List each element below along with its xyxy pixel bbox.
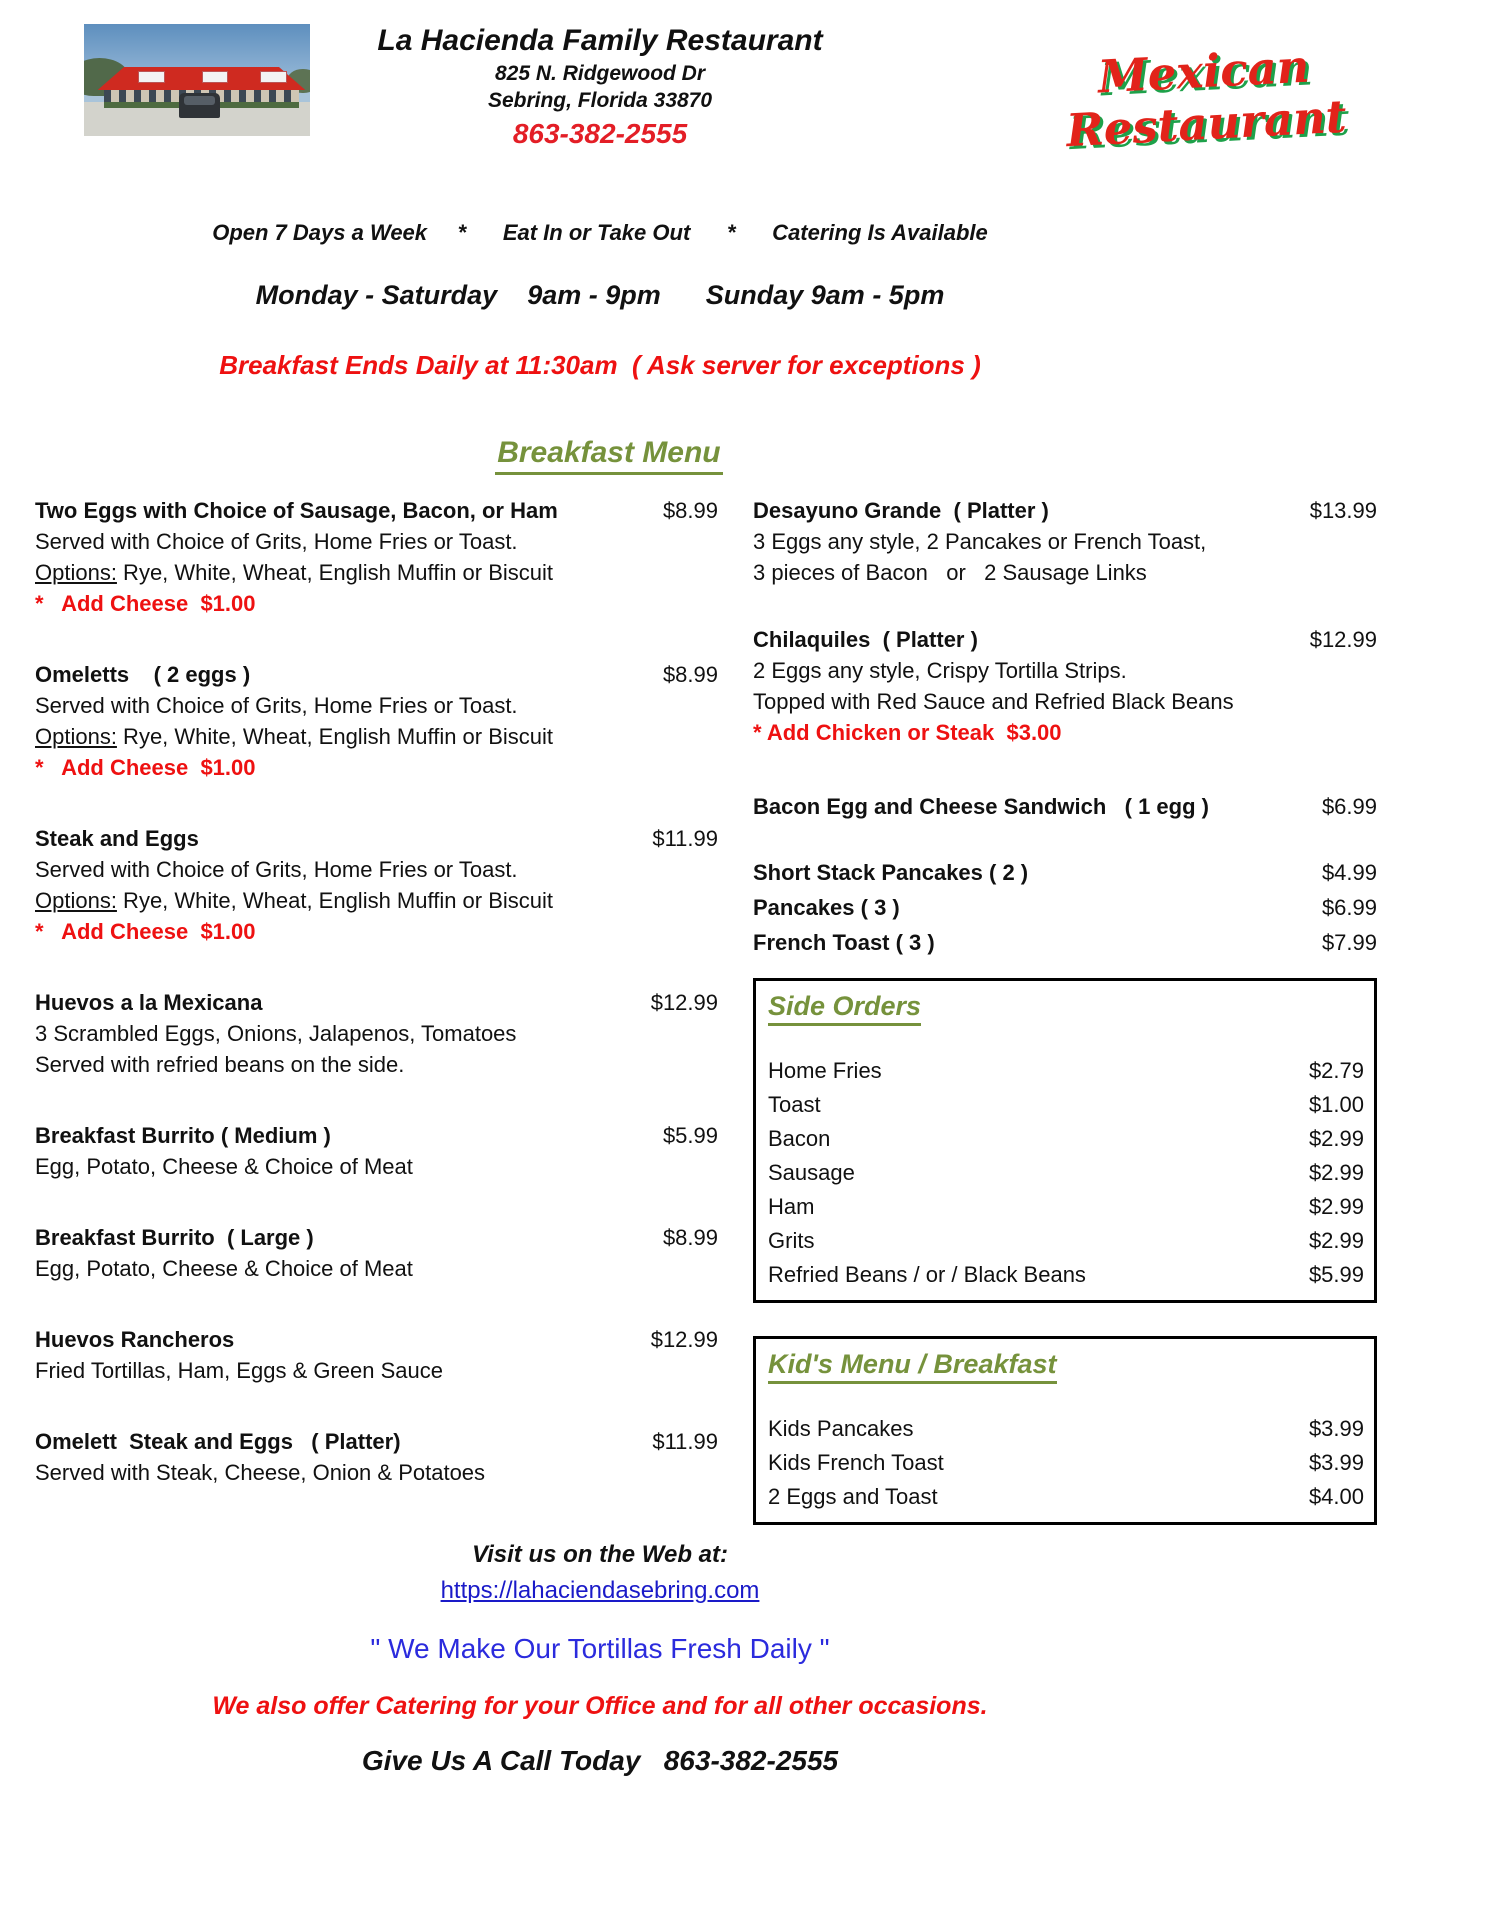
box-item-name: Kids French Toast [768,1450,944,1475]
menu-item-desc: Served with Choice of Grits, Home Fries or Toast. [35,693,518,718]
menu-item-head [753,927,1377,958]
box-item-name: Home Fries [768,1058,882,1083]
box-heading: Kid's Menu / Breakfast [768,1349,1057,1384]
menu-item-desc: Egg, Potato, Cheese & Choice of Meat [35,1154,413,1179]
photo-roof-sign [202,71,229,83]
menu-item-name: Short Stack Pancakes ( 2 ) [753,860,1029,885]
menu-item-name: Huevos Rancheros [35,1327,235,1352]
website-link-row [0,1576,1200,1606]
box-row [768,1412,1364,1446]
menu-item-note: * Add Cheese $1.00 [35,591,256,616]
menu-item-desc: Fried Tortillas, Ham, Eggs & Green Sauce [35,1358,443,1383]
menu-item-head [35,659,718,690]
catering-line: We also offer Catering for your Office and for all other occasions. [212,1692,988,1720]
box-item-name: Kids Pancakes [768,1416,914,1441]
menu-item [35,987,718,1080]
menu-item [753,791,1377,822]
box-row [768,1480,1364,1514]
menu-item-price: $12.99 [650,990,718,1015]
menu-item-options [35,721,718,752]
box-heading: Side Orders [768,991,921,1026]
menu-item-head [753,624,1377,655]
menu-item-head [35,495,718,526]
menu-item-price: $4.99 [1321,860,1377,885]
menu-item-head [753,892,1377,923]
kids-menu-box [753,1336,1377,1525]
menu-right-items [753,495,1377,958]
footer [0,1540,1200,1778]
menu-item-name: Two Eggs with Choice of Sausage, Bacon, or Ham [35,498,558,523]
box-item-price: $2.99 [1308,1160,1364,1185]
breakfast-ends-notice: Breakfast Ends Daily at 11:30am ( Ask server for exceptions ) [219,350,981,380]
options-label: Options: [35,724,117,749]
box-row [768,1258,1364,1292]
menu-item-desc: 3 Scrambled Eggs, Onions, Jalapenos, Tomatoes [35,1021,517,1046]
box-row [768,1190,1364,1224]
box-item-price: $1.00 [1308,1092,1364,1117]
box-item-price: $3.99 [1308,1416,1364,1441]
menu-item-note: * Add Cheese $1.00 [35,755,256,780]
menu-item-head [35,1426,718,1457]
menu-item-name: Huevos a la Mexicana [35,990,263,1015]
box-row [768,1122,1364,1156]
options-text: Rye, White, Wheat, English Muffin or Biscuit [116,888,554,913]
menu-item [35,495,718,619]
menu-item [753,857,1377,888]
menu-item-desc: 3 Eggs any style, 2 Pancakes or French Toast, [753,529,1207,554]
box-item-price: $3.99 [1308,1450,1364,1475]
menu-item [753,495,1377,588]
menu-item-desc: Egg, Potato, Cheese & Choice of Meat [35,1256,413,1281]
menu-item [35,823,718,947]
menu-item [35,1324,718,1386]
visit-web-label: Visit us on the Web at: [471,1541,729,1568]
menu-item-note: * Add Cheese $1.00 [35,919,256,944]
box-item-price: $2.99 [1308,1126,1364,1151]
menu-item-price: $6.99 [1321,794,1377,819]
box-heading-row [768,1349,1364,1384]
box-item-name: Toast [768,1092,821,1117]
breakfast-menu-heading: Breakfast Menu [495,436,722,475]
mexican-restaurant-logo: Mexican Restaurant [1064,39,1348,158]
menu-item-head [753,495,1377,526]
menu-item-price: $8.99 [662,662,718,687]
box-item-name: 2 Eggs and Toast [768,1484,938,1509]
address-line-1: 825 N. Ridgewood Dr [494,62,706,85]
hours-line: Monday - Saturday 9am - 9pm Sunday 9am - 5pm [255,280,945,310]
box-item-name: Grits [768,1228,815,1253]
box-heading-row [768,991,1364,1026]
tortillas-quote: " We Make Our Tortillas Fresh Daily " [370,1633,830,1664]
photo-car [179,93,220,118]
photo-roof-sign [138,71,165,83]
menu-item-name: Breakfast Burrito ( Large ) [35,1225,314,1250]
box-item-name: Refried Beans / or / Black Beans [768,1262,1086,1287]
box-item-price: $5.99 [1308,1262,1364,1287]
box-row [768,1054,1364,1088]
menu-boxes [753,978,1377,1525]
menu-item-desc: Topped with Red Sauce and Refried Black Beans [753,689,1234,714]
menu-item-price: $8.99 [662,1225,718,1250]
menu-item-head [35,987,718,1018]
menu-item-options [35,557,718,588]
menu-item-name: Breakfast Burrito ( Medium ) [35,1123,331,1148]
menu-item-price: $11.99 [652,826,718,851]
menu-item-head [35,1120,718,1151]
menu-item-price: $11.99 [652,1429,718,1454]
menu-item-price: $6.99 [1321,895,1377,920]
options-label: Options: [35,888,117,913]
box-item-price: $4.00 [1308,1484,1364,1509]
menu-item-desc: 3 pieces of Bacon or 2 Sausage Links [753,560,1147,585]
menu-item-desc: Served with refried beans on the side. [35,1052,405,1077]
menu-column-left [35,495,718,1528]
box-item-price: $2.99 [1308,1194,1364,1219]
menu-heading-wrap [0,418,1200,493]
menu-item-head [753,791,1377,822]
box-rows [768,1054,1364,1292]
menu-item-name: Bacon Egg and Cheese Sandwich ( 1 egg ) [753,794,1209,819]
box-item-name: Sausage [768,1160,855,1185]
menu-item-price: $12.99 [1309,627,1377,652]
menu-item [35,659,718,783]
menu-item [753,892,1377,923]
phone-number: 863-382-2555 [512,118,688,149]
address-line-2: Sebring, Florida 33870 [487,89,713,112]
menu-item [35,1120,718,1182]
menu-item-head [753,857,1377,888]
restaurant-title: La Hacienda Family Restaurant [377,24,823,57]
menu-column-right [753,495,1377,1525]
box-row [768,1156,1364,1190]
photo-roof-sign [260,71,287,83]
side-orders-box [753,978,1377,1303]
menu-item [753,624,1377,748]
menu-item-price: $5.99 [662,1123,718,1148]
menu-item-head [35,1324,718,1355]
options-label: Options: [35,560,117,585]
options-text: Rye, White, Wheat, English Muffin or Biscuit [116,560,554,585]
menu-item-price: $12.99 [650,1327,718,1352]
box-item-price: $2.99 [1308,1228,1364,1253]
box-rows [768,1412,1364,1514]
menu-item-desc: Served with Steak, Cheese, Onion & Potatoes [35,1460,486,1485]
menu-item-price: $8.99 [662,498,718,523]
restaurant-photo [84,24,310,136]
menu-item-name: Pancakes ( 3 ) [753,895,900,920]
call-today-line: Give Us A Call Today 863-382-2555 [361,1745,839,1776]
menu-item-head [35,823,718,854]
box-item-name: Bacon [768,1126,831,1151]
box-item-name: Ham [768,1194,815,1219]
menu-item-name: French Toast ( 3 ) [753,930,935,955]
menu-item-name: Steak and Eggs [35,826,199,851]
menu-item-name: Omeletts ( 2 eggs ) [35,662,251,687]
menu-item-desc: Served with Choice of Grits, Home Fries or Toast. [35,857,518,882]
menu-item [35,1426,718,1488]
menu-item-note: * Add Chicken or Steak $3.00 [753,720,1062,745]
box-row [768,1224,1364,1258]
header [330,22,870,151]
menu-item [753,927,1377,958]
box-row [768,1446,1364,1480]
menu-item-price: $13.99 [1309,498,1377,523]
menu-item-name: Desayuno Grande ( Platter ) [753,498,1049,523]
box-row [768,1088,1364,1122]
menu-item-desc: 2 Eggs any style, Crispy Tortilla Strips. [753,658,1127,683]
menu-item-name: Omelett Steak and Eggs ( Platter) [35,1429,401,1454]
menu-item-head [35,1222,718,1253]
menu-item-options [35,885,718,916]
menu-item-price: $7.99 [1321,930,1377,955]
menu-item-desc: Served with Choice of Grits, Home Fries or Toast. [35,529,518,554]
options-text: Rye, White, Wheat, English Muffin or Biscuit [116,724,554,749]
box-item-price: $2.79 [1308,1058,1364,1083]
menu-item-name: Chilaquiles ( Platter ) [753,627,978,652]
open-days-line: Open 7 Days a Week * Eat In or Take Out * Catering Is Available [212,220,988,245]
website-link[interactable]: https://lahaciendasebring.com [440,1577,760,1604]
menu-item [35,1222,718,1284]
